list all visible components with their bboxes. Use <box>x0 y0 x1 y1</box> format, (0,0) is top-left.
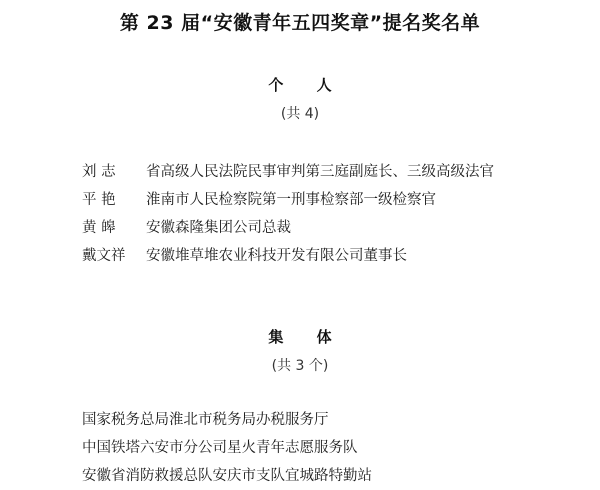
list-item: 安徽省消防救援总队安庆市支队宜城路特勤站 <box>82 468 372 484</box>
list-item: 中国铁塔六安市分公司星火青年志愿服务队 <box>82 440 358 456</box>
person-name: 刘 志 <box>82 164 116 180</box>
list-item <box>82 242 494 270</box>
person-title: 安徽堆草堆农业科技开发有限公司董事长 <box>146 248 407 264</box>
list-item <box>82 186 494 214</box>
person-title: 安徽森隆集团公司总裁 <box>146 220 291 236</box>
individuals-heading: 个 人 <box>268 76 346 94</box>
person-name: 戴文祥 <box>82 248 126 264</box>
person-name: 平 艳 <box>82 192 116 208</box>
collectives-count: (共 3 个) <box>271 358 329 374</box>
individuals-count: (共 4) <box>280 106 320 122</box>
list-item <box>82 214 494 242</box>
individuals-list <box>82 158 494 270</box>
person-title: 省高级人民法院民事审判第三庭副庭长、三级高级法官 <box>146 164 494 180</box>
collectives-list <box>82 406 372 490</box>
person-name: 黄 皞 <box>82 220 116 236</box>
person-title: 淮南市人民检察院第一刑事检察部一级检察官 <box>146 192 436 208</box>
document-title: 第 23 届“安徽青年五四奖章”提名奖名单 <box>119 12 481 34</box>
list-item <box>82 158 494 186</box>
collectives-heading: 集 体 <box>268 328 346 346</box>
list-item: 国家税务总局淮北市税务局办税服务厅 <box>82 412 329 428</box>
